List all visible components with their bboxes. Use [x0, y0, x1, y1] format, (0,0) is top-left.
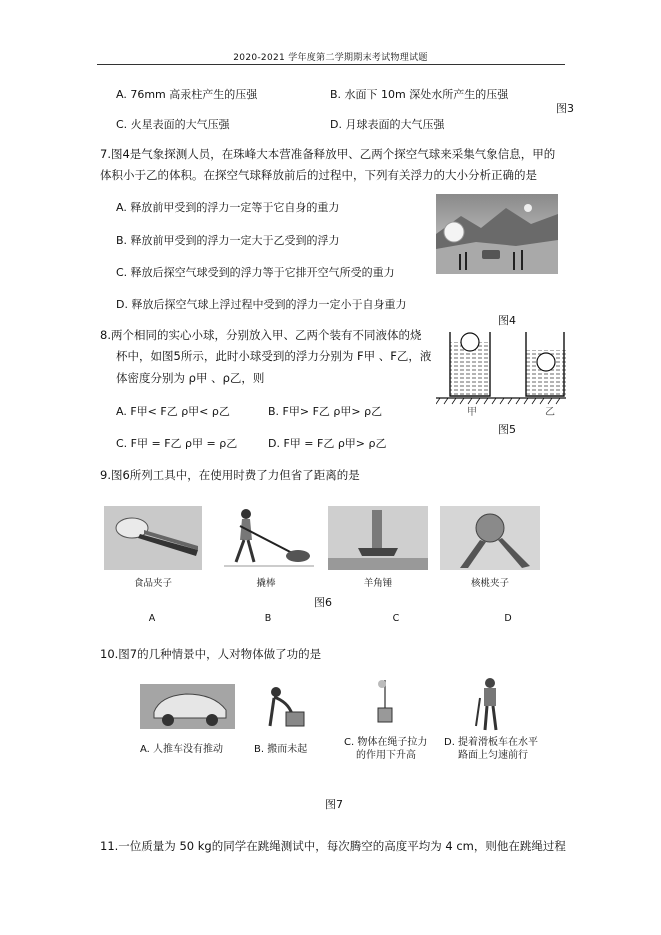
figure6-letter-a: A	[148, 613, 156, 624]
q7-option-a: A. 释放前甲受到的浮力一定等于它自身的重力	[116, 201, 340, 214]
figure7-caption-c-line1: C. 物体在绳子拉力	[344, 737, 428, 748]
q8-stem-line3: 体密度分别为 ρ甲 、ρ乙，则	[116, 371, 265, 385]
q8-stem-line1: 8.两个相同的实心小球，分别放入甲、乙两个装有不同液体的烧	[100, 328, 422, 342]
q7-option-d: D. 释放后探空气球上浮过程中受到的浮力一定小于自身重力	[116, 298, 407, 311]
page-header: 2020-2021 学年度第二学期期末考试物理试题	[233, 53, 428, 63]
figure6-caption-d: 核桃夹子	[470, 578, 509, 589]
q7-option-c: C. 释放后探空气球受到的浮力等于它排开空气所受的重力	[116, 266, 395, 279]
figure4-photo	[436, 194, 558, 274]
q6-option-c: C. 火星表面的大气压强	[116, 118, 230, 131]
figure5-beakers	[436, 328, 566, 410]
figure6-caption-c: 羊角锤	[363, 578, 393, 589]
q8-stem-line2: 杯中，如图5所示，此时小球受到的浮力分别为 F甲 、F乙，液	[116, 349, 432, 363]
figure7-scooter-walk	[466, 676, 516, 734]
q10-figure-label: 图7	[325, 798, 343, 811]
header-divider	[97, 64, 565, 65]
figure7-caption-d-line1: D. 提着滑板车在水平	[444, 737, 539, 748]
figure6-food-tongs	[104, 506, 202, 570]
figure5-label-yi: 乙	[545, 407, 555, 418]
figure7-caption-c-line2: 的作用下升高	[356, 750, 416, 761]
figure6-crowbar	[214, 506, 318, 570]
figure7-rope-lift	[360, 678, 410, 730]
figure7-caption-b: B. 搬而未起	[254, 744, 308, 755]
figure7-caption-a: A. 人推车没有推动	[140, 744, 224, 755]
figure7-caption-d-line2: 路面上匀速前行	[458, 750, 528, 761]
q8-option-a: A. F甲< F乙 ρ甲< ρ乙	[116, 405, 230, 418]
figure5-label-jia: 甲	[467, 407, 477, 418]
q6-option-b: B. 水面下 10m 深处水所产生的压强	[330, 88, 509, 101]
figure6-caption-a: 食品夹子	[133, 578, 172, 589]
q9-figure-label: 图6	[314, 596, 332, 609]
q6-option-a: A. 76mm 高汞柱产生的压强	[116, 88, 258, 101]
figure6-claw-hammer	[328, 506, 428, 570]
figure6-nutcracker	[440, 506, 540, 570]
q8-option-c: C. F甲 = F乙 ρ甲 = ρ乙	[116, 437, 238, 450]
q8-figure-label: 图5	[498, 423, 516, 436]
figure7-push-car	[140, 684, 235, 729]
figure7-lift-box	[248, 684, 328, 729]
q7-figure-label: 图4	[498, 314, 516, 327]
q7-stem-line2: 体积小于乙的体积。在探空气球释放前后的过程中，下列有关浮力的大小分析正确的是	[100, 168, 537, 182]
q8-option-d: D. F甲 = F乙 ρ甲> ρ乙	[268, 437, 387, 450]
q6-figure-label: 图3	[556, 102, 574, 115]
figure6-letter-b: B	[264, 613, 272, 624]
figure6-caption-b: 撬棒	[256, 578, 276, 589]
q9-stem: 9.图6所列工具中，在使用时费了力但省了距离的是	[100, 468, 360, 482]
q7-option-b: B. 释放前甲受到的浮力一定大于乙受到的浮力	[116, 234, 340, 247]
figure6-letter-c: C	[392, 613, 400, 624]
figure6-letter-d: D	[504, 613, 512, 624]
q7-stem-line1: 7.图4是气象探测人员，在珠峰大本营准备释放甲、乙两个探空气球来采集气象信息，甲的	[100, 147, 556, 161]
q8-option-b: B. F甲> F乙 ρ甲> ρ乙	[268, 405, 383, 418]
q6-option-d: D. 月球表面的大气压强	[330, 118, 445, 131]
q11-stem: 11.一位质量为 50 kg的同学在跳绳测试中，每次腾空的高度平均为 4 cm，则他在跳绳过程	[100, 839, 566, 853]
q10-stem: 10.图7的几种情景中，人对物体做了功的是	[100, 647, 322, 661]
